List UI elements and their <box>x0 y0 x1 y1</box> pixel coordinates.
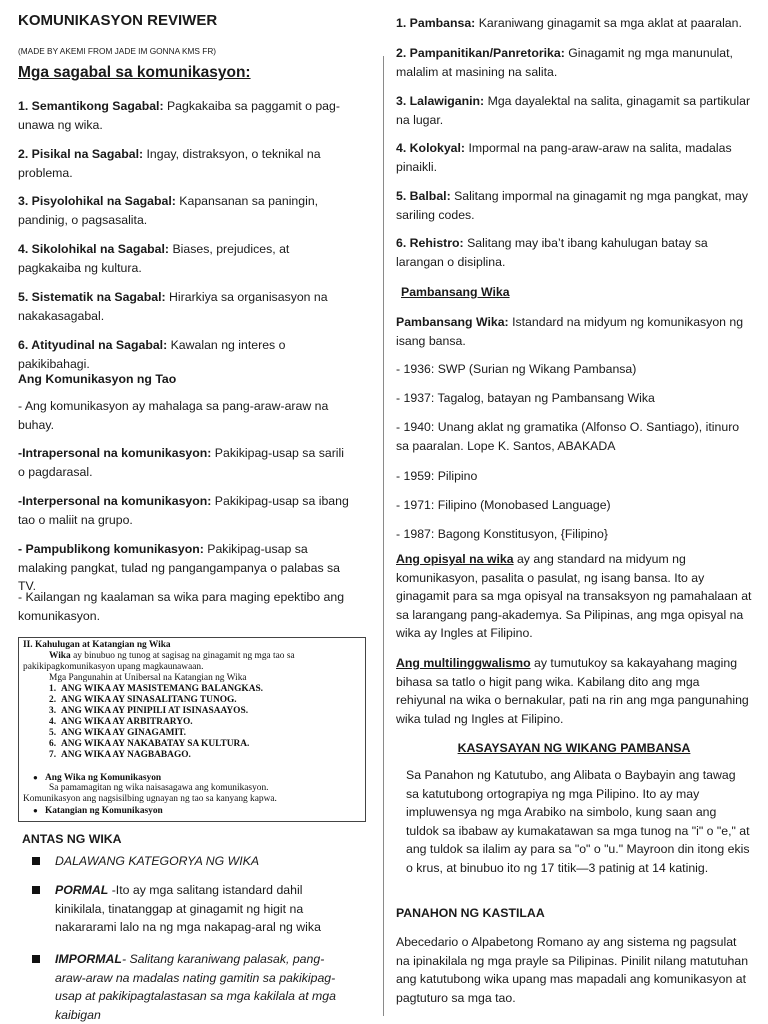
antas-item: PORMAL -Ito ay mga salitang istandard dahil kinikilala, tinatanggap at ginagamit ng higit na nakararami lalo na ng mga nakapag-aral ng wika <box>18 881 358 941</box>
antas-type-item: 3. Lalawiganin: Mga dayalektal na salita, ginagamit sa partikular na lugar. <box>396 94 751 127</box>
antas-heading: ANTAS NG WIKA <box>22 832 122 846</box>
square-bullet-icon <box>32 886 40 894</box>
katangian-item: 4. ANG WIKA AY ARBITRARYO. <box>49 717 193 727</box>
katangian-item: 3. ANG WIKA AY PINIPILI AT ISINASAAYOS. <box>49 706 249 716</box>
kastila-heading: PANAHON NG KASTILAA <box>396 906 545 920</box>
kastila-paragraph: Abecedario o Alpabetong Romano ay ang sistema ng pagsulat na ipinakilala ng mga prayle sa Pilipinas. Pinilit nilang matutuhan ang katutubong wika upang mas mapadali ang komunikasyon at pagtuturo sa mga tao. <box>396 935 749 1005</box>
square-bullet-icon <box>32 955 40 963</box>
square-bullet-icon <box>32 857 40 865</box>
scan-line: Wika ay binubuo ng tunog at sagisag na ginagamit ng mga tao sa <box>49 651 295 661</box>
antas-type-item: 2. Pampanitikan/Panretorika: Ginagamit ng mga manunulat, malalim at masining na salita. <box>396 46 733 79</box>
timeline-item: - 1940: Unang aklat ng gramatika (Alfonso O. Santiago), itinuro sa paaralan. Lope K. Santos, ABAKADA <box>396 420 740 453</box>
sagabal-item: 4. Sikolohikal na Sagabal: Biases, prejudices, at pagkakaiba ng kultura. <box>18 242 290 275</box>
katangian-item: 2. ANG WIKA AY SINASALITANG TUNOG. <box>49 695 237 705</box>
tao-item: -Interpersonal na komunikasyon: Pakikipag-usap sa ibang tao o maliit na grupo. <box>18 494 349 527</box>
tao-item: -Intrapersonal na komunikasyon: Pakikipag-usap sa sarili o pagdarasal. <box>18 446 344 479</box>
timeline-item: - 1959: Pilipino <box>396 469 478 483</box>
scan-heading: II. Kahulugan at Katangian ng Wika <box>23 640 171 650</box>
column-divider <box>383 56 384 1016</box>
tao-item: - Pampublikong komunikasyon: Pakikipag-usap sa malaking pangkat, tulad ng pangangampanya o palabas sa TV. <box>18 542 341 593</box>
document-title: KOMUNIKASYON REVIWER <box>18 12 218 29</box>
tao-heading: Ang Komunikasyon ng Tao <box>18 372 177 386</box>
sagabal-heading: Mga sagabal sa komunikasyon: <box>18 64 251 81</box>
sagabal-item: 3. Pisyolohikal na Sagabal: Kapansanan sa paningin, pandinig, o pagsasalita. <box>18 194 319 227</box>
scan-subheading: ● Katangian ng Komunikasyon <box>33 806 163 816</box>
antas-type-item: 4. Kolokyal: Impormal na pang-araw-araw na salita, madalas pinaikli. <box>396 141 732 174</box>
katangian-item: 1. ANG WIKA AY MASISTEMANG BALANGKAS. <box>49 684 264 694</box>
pambansa-definition: Pambansang Wika: Istandard na midyum ng komunikasyon ng isang bansa. <box>396 315 744 348</box>
timeline-item: - 1936: SWP (Surian ng Wikang Pambansa) <box>396 362 637 376</box>
katangian-item: 6. ANG WIKA AY NAKABATAY SA KULTURA. <box>49 739 250 749</box>
scan-line: Sa pamamagitan ng wika naisasagawa ang komunikasyon. <box>49 783 269 793</box>
katangian-item: 7. ANG WIKA AY NAGBABAGO. <box>49 750 191 760</box>
antas-type-item: 6. Rehistro: Salitang may iba’t ibang kahulugan batay sa larangan o disiplina. <box>396 236 708 269</box>
kasaysayan-paragraph: Sa Panahon ng Katutubo, ang Alibata o Baybayin ang tawag sa katutubong ortograpiya ng mga Pilipino. Ito ay may impluwensya ng mga Arabiko na simbolo, kung saan ang tuldok sa ibabaw ay kumakatawan sa mga tunog na "i" o "e," at ang tuldok sa ilalim ay para sa "o" o "u." Mayroon din itong ekis o krus, at binubuo ito ng 17 titik—3 patinig at 14 katinig. <box>406 768 750 875</box>
antas-type-item: 5. Balbal: Salitang impormal na ginagamit ng mga pangkat, may sariling codes. <box>396 189 749 222</box>
sagabal-item: 1. Semantikong Sagabal: Pagkakaiba sa paggamit o pag-unawa ng wika. <box>18 99 340 132</box>
scan-line: pakikipagkomunikasyon upang magkaunawaan. <box>23 662 204 672</box>
antas-type-item: 1. Pambansa: Karaniwang ginagamit sa mga aklat at paaralan. <box>396 16 742 30</box>
scanned-excerpt <box>18 637 366 822</box>
sagabal-item: 5. Sistematik na Sagabal: Hirarkiya sa organisasyon na nakakasagabal. <box>18 290 328 323</box>
multilinggwalismo-paragraph: Ang multilinggwalismo ay tumutukoy sa kakayahang maging bihasa sa tatlo o higit pang wika. Kabilang dito ang mga rehiyunal na wika o bernakular, pati na rin ang mga pangunahing wika tulad ng Ingles at Filipino. <box>396 656 749 726</box>
tao-outro: - Kailangan ng kaalaman sa wika para maging epektibo ang komunikasyon. <box>18 590 345 623</box>
katangian-item: 5. ANG WIKA AY GINAGAMIT. <box>49 728 187 738</box>
scan-line: Komunikasyon ang nagsisilbing ugnayan ng tao sa kanyang kapwa. <box>23 794 277 804</box>
sagabal-item: 6. Atityudinal na Sagabal: Kawalan ng interes o pakikibahagi. <box>18 338 286 371</box>
tao-intro: - Ang komunikasyon ay mahalaga sa pang-araw-araw na buhay. <box>18 399 329 432</box>
kasaysayan-heading: KASAYSAYAN NG WIKANG PAMBANSA <box>457 741 691 755</box>
antas-item: IMPORMAL- Salitang karaniwang palasak, pang-araw-araw na madalas nating gamitin sa pakikipag-usap at pakikipagtalastasan sa mga kakilala at mga kaibigan <box>18 950 358 1024</box>
opisyal-paragraph: Ang opisyal na wika ay ang standard na midyum ng komunikasyon, pasalita o pasulat, ng isang bansa. Ito ay ginagamit para sa mga opisyal na transaksyon ng pamahalaan at sa larangang pang-akademya. Sa Pilipinas, ang mga opisyal na wika ay Ingles at Filipino. <box>396 552 752 640</box>
scan-line: Mga Pangunahin at Unibersal na Katangian ng Wika <box>49 673 247 683</box>
timeline-item: - 1937: Tagalog, batayan ng Pambansang Wika <box>396 391 655 405</box>
pambansa-heading: Pambansang Wika <box>401 285 510 299</box>
author-credit: (MADE BY AKEMI FROM JADE IM GONNA KMS FR) <box>18 46 217 56</box>
sagabal-item: 2. Pisikal na Sagabal: Ingay, distraksyon, o teknikal na problema. <box>18 147 321 180</box>
timeline-item: - 1987: Bagong Konstitusyon, {Filipino} <box>396 527 608 541</box>
timeline-item: - 1971: Filipino (Monobased Language) <box>396 498 611 512</box>
antas-item: DALAWANG KATEGORYA NG WIKA <box>18 852 358 874</box>
scan-subheading: ● Ang Wika ng Komunikasyon <box>33 773 162 783</box>
